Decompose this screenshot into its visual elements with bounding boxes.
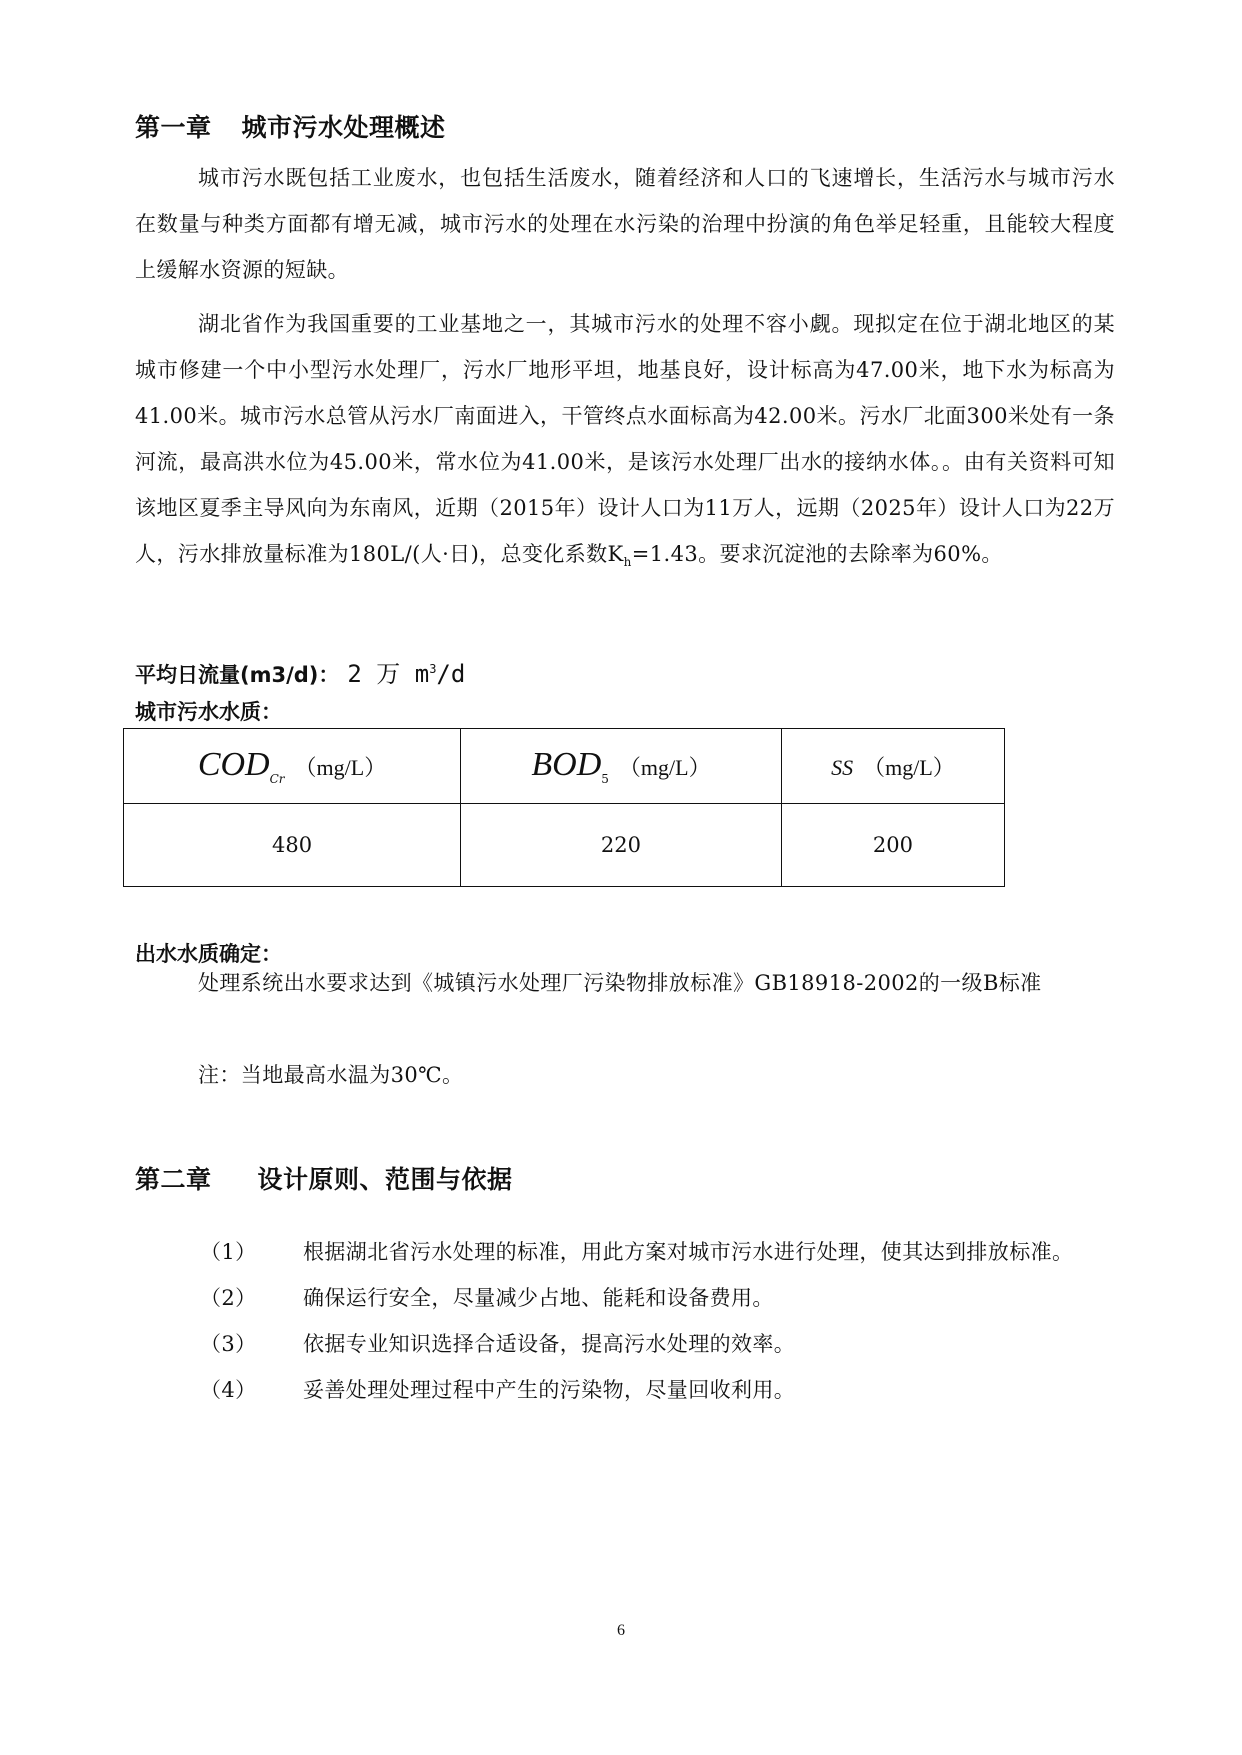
chapter1-paragraph-2: [135, 301, 1115, 585]
chapter2-heading: [135, 1160, 513, 1196]
design-principles-list: [135, 1229, 1115, 1413]
list-item-text: 根据湖北省污水处理的标准，用此方案对城市污水进行处理，使其达到排放标准。: [303, 1240, 1074, 1264]
list-item-text: 确保运行安全，尽量减少占地、能耗和设备费用。: [303, 1286, 774, 1310]
cod-unit: （mg/L）: [294, 755, 387, 780]
header-cod: [124, 729, 461, 804]
table-row: [124, 804, 1005, 887]
kh-subscript: h: [623, 555, 632, 570]
flow-value-main: 2 万 m: [347, 660, 430, 688]
flow-value-tail: /d: [436, 660, 466, 688]
flow-label: 平均日流量(m3/d)：: [135, 663, 340, 687]
ss-unit: （mg/L）: [863, 754, 955, 780]
list-item-index: （3）: [200, 1332, 257, 1356]
bod-unit: （mg/L）: [618, 755, 711, 780]
header-bod: [461, 729, 782, 804]
bod-subscript: 5: [601, 772, 609, 786]
chapter1-title: 城市污水处理概述: [241, 113, 446, 142]
effluent-label: 出水水质确定：: [135, 942, 282, 966]
list-item: [135, 1367, 1115, 1413]
value-cod: 480: [124, 804, 461, 887]
table-header-row: [124, 729, 1005, 804]
list-item-text: 依据专业知识选择合适设备，提高污水处理的效率。: [303, 1332, 796, 1356]
chapter1-number: 第一章: [135, 113, 212, 142]
page-number: 6: [617, 1622, 625, 1639]
chapter1-heading: [135, 108, 446, 144]
header-ss: [781, 729, 1004, 804]
chapter2-title: 设计原则、范围与依据: [257, 1165, 513, 1194]
flow-row: [135, 654, 465, 689]
cod-subscript: Cr: [269, 772, 285, 786]
chapter1-paragraph-1: 城市污水既包括工业废水，也包括生活废水，随着经济和人口的飞速增长，生活污水与城市污水在数量与种类方面都有增无减，城市污水的处理在水污染的治理中扮演的角色举足轻重，且能较大程度上缓解水资源的短缺。: [135, 166, 1115, 282]
chapter2-number: 第二章: [135, 1165, 212, 1194]
list-item-text: 妥善处理处理过程中产生的污染物，尽量回收利用。: [303, 1378, 796, 1402]
quality-label: 城市污水水质：: [135, 700, 282, 724]
water-quality-table: [123, 728, 1005, 887]
list-item: [135, 1229, 1115, 1275]
value-ss: 200: [781, 804, 1004, 887]
list-item: [135, 1321, 1115, 1367]
cod-symbol: COD: [197, 746, 270, 783]
ss-symbol: SS: [831, 754, 854, 780]
paragraph-2-tail: =1.43。要求沉淀池的去除率为60%。: [631, 542, 1003, 566]
flow-value: [347, 660, 465, 688]
list-item-index: （1）: [200, 1240, 257, 1264]
list-item-index: （4）: [200, 1378, 257, 1402]
list-item-index: （2）: [200, 1286, 257, 1310]
value-bod: 220: [461, 804, 782, 887]
list-item: [135, 1275, 1115, 1321]
flow-value-sup: 3: [429, 662, 437, 676]
paragraph-2-text: 湖北省作为我国重要的工业基地之一，其城市污水的处理不容小觑。现拟定在位于湖北地区的某城市修建一个中小型污水处理厂，污水厂地形平坦，地基良好，设计标高为47.00米，地下水为标高为41.00米。城市污水总管从污水厂南面进入，干管终点水面标高为42.00米。污水厂北面300米处有一条河流，最高洪水位为45.00米，常水位为41.00米，是该污水处理厂出水的接纳水体。。由有关资料可知该地区夏季主导风向为东南风，近期（2015年）设计人口为11万人，远期（2025年）设计人口为22万人，污水排放量标准为180L/(人·日)，总变化系数K: [135, 312, 1115, 566]
temperature-note: 注：当地最高水温为30℃。: [198, 1063, 464, 1087]
effluent-paragraph: 处理系统出水要求达到《城镇污水处理厂污染物排放标准》GB18918-2002的一级B标准: [198, 971, 1042, 995]
bod-symbol: BOD: [531, 746, 602, 783]
